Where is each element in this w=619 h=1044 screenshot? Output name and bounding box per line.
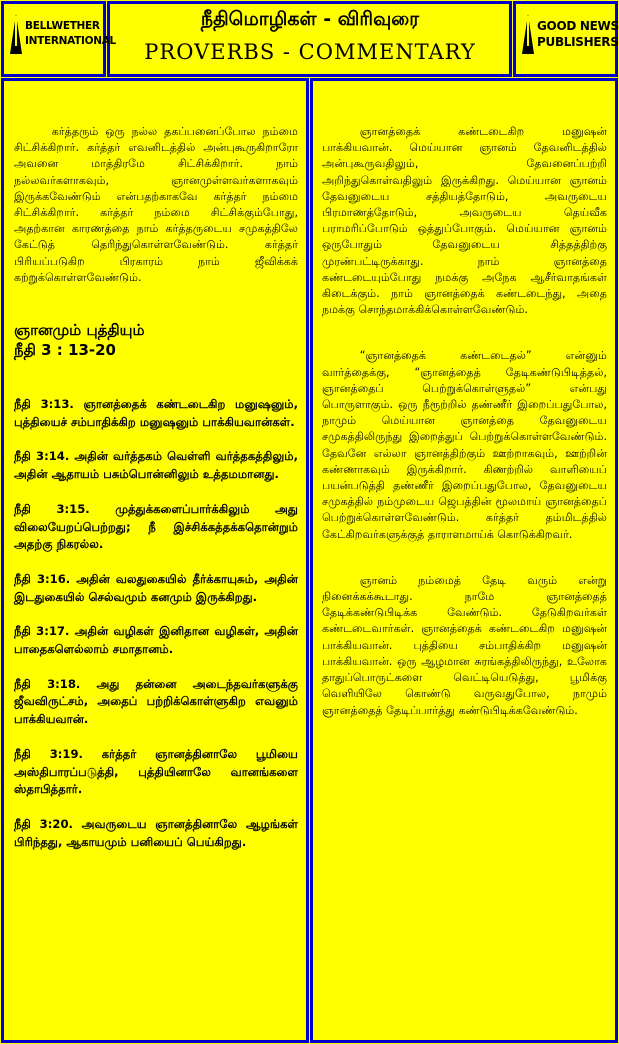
verse-3-19: நீதி 3:19. கர்த்தர் ஞானத்தினாலே பூமியை அஸ்திபாரப்படுத்தி, புத்தியினாலே வானங்களை ஸ்தாபித்தார். — [14, 746, 298, 797]
page-title-english: PROVERBS - COMMENTARY — [144, 40, 476, 64]
verse-3-14: நீதி 3:14. அதின் வர்த்தகம் வெள்ளி வர்த்தகத்திலும், அதின் ஆதாயம் பசும்பொன்னிலும் உத்தமமானது. — [14, 449, 298, 482]
right-logo-line1: GOOD NEWS — [537, 19, 619, 33]
bellwether-logo-icon — [10, 14, 22, 54]
commentary-paragraph-1: ஞானத்தைக் கண்டடைகிற மனுஷன் பாக்கியவான். மெய்யான ஞானம் தேவனிடத்தில் அன்புகூருவதிலும், தேவனைப்பற்றி அறிந்துகொள்வதிலும் இருக்கிறது. மெய்யான ஞானம் தேவனுடைய சத்தியத்தோடும், அவருடைய பிரமாணத்தோடும், அவருடைய தெய்வீக பராமரிப்போடும் ஒத்துப்போகும். மெய்யான ஞானம் ஒருபோதும் தேவனுடைய சித்தத்திற்கு முரண்பட்டிருக்காது. நாம் ஞானத்தை கண்டடையும்போது நமக்கு அநேக ஆசீர்வாதங்கள் கிடைக்கும். நாம் ஞானத்தைக் கண்டடைந்து, அதை நமக்கு சொந்தமாக்கிக்கொள்ளவேண்டும். — [322, 125, 607, 317]
section-heading-line1: ஞானமும் புத்தியும் — [14, 321, 145, 340]
verse-3-18: நீதி 3:18. அது தன்னை அடைந்தவர்களுக்கு ஜீவவிருட்சம், அதைப் பற்றிக்கொள்ளுகிற எவனும் பாக்கியவான். — [14, 676, 298, 727]
verse-3-16: நீதி 3:16. அதின் வலதுகையில் தீர்க்காயுசும், அதின் இடதுகையில் செல்வமும் கனமும் இருக்கிறது. — [14, 571, 298, 604]
intro-paragraph: கர்த்தரும் ஒரு நல்ல தகப்பனைப்போல நம்மை சிட்சிக்கிறார். கர்த்தர் எவனிடத்தில் அன்புகூருகிறாரோ அவனை மாத்திரமே சிட்சிக்கிறார். நாம் நல்லவர்களாகவும், ஞானமுள்ளவர்களாகவும் இருக்கவேண்டும் என்பதற்காகவே கர்த்தர் நம்மை சிட்சிக்கிறார். கர்த்தர் நம்மை சிட்சிக்கும்போது, அதற்கான காரணத்தை நாம் கர்த்தருடைய சமுகத்திலே கேட்டுத் தெரிந்துகொள்ளவேண்டும். கர்த்தர் பிரியப்படுகிற பிரகாரம் நாம் ஜீவிக்கக் கற்றுக்கொள்ளவேண்டும். — [14, 125, 298, 284]
right-column — [322, 124, 607, 719]
left-logo-line2: INTERNATIONAL — [25, 35, 116, 47]
section-heading-line2: நீதி 3 : 13-20 — [14, 341, 116, 360]
good-news-logo-icon — [522, 14, 534, 54]
section-heading — [14, 320, 298, 360]
left-logo-line1: BELLWETHER — [25, 20, 100, 32]
verse-3-15: நீதி 3:15. முத்துக்களைப்பார்க்கிலும் அது விலையேறப்பெற்றது; நீ இச்சிக்கத்தக்கதொன்றும் அதற்கு நிகரல்ல. — [14, 501, 298, 552]
verse-3-13: நீதி 3:13. ஞானத்தைக் கண்டடைகிற மனுஷனும், புத்தியைச் சம்பாதிக்கிற மனுஷனும் பாக்கியவான்கள். — [14, 397, 298, 429]
verse-3-17: நீதி 3:17. அதின் வழிகள் இனிதான வழிகள், அதின் பாதைகளெல்லாம் சமாதானம். — [14, 624, 298, 657]
bellwether-logo — [10, 14, 116, 54]
left-column — [14, 124, 298, 851]
page-title-tamil: நீதிமொழிகள் - விரிவுரை — [200, 8, 420, 30]
commentary-paragraph-3: ஞானம் நம்மைத் தேடி வரும் என்று நினைக்கக்கூடாது. நாமே ஞானத்தைத் தேடிக்கண்டுபிடிக்க வேண்டும். தேடுகிறவர்கள் கண்டடைவார்கள். ஞானத்தைக் கண்டடைகிற மனுஷன் பாக்கியவான். புத்தியை சம்பாதிக்கிற மனுஷன் பாக்கியவான். ஒரு ஆழமான சுரங்கத்திலிருந்து, உலோக தாதுப்பொருட்களை வெட்டியெடுத்து, பூமிக்கு வெளியிலே கொண்டு வருவதுபோல, நாமும் ஞானத்தைத் தேடிப்பார்த்து கண்டுபிடிக்கவேண்டும். — [322, 573, 607, 717]
right-logo-line2: PUBLISHERS — [537, 35, 619, 49]
good-news-logo — [522, 14, 619, 54]
verse-3-20: நீதி 3:20. அவருடைய ஞானத்தினாலே ஆழங்கள் பிரிந்தது, ஆகாயமும் பனியைப் பெய்கிறது. — [14, 816, 298, 849]
commentary-paragraph-2: “ஞானத்தைக் கண்டடைதல்” என்னும் வார்த்தைக்கு, “ஞானத்தைத் தேடிகண்டுபிடித்தல், ஞானத்தைப் பெற்றுக்கொள்ளுதல்” என்பது பொருளாகும். ஒரு நீரூற்றில் தண்ணீர் இறைப்பதுபோல, நாமும் மெய்யான ஞானத்தை தேவனுடைய சமுகத்திலிருந்து இறைத்துப் பெற்றுக்கொள்ளவேண்டும். தேவனே எல்லா ஞானத்திற்கும் ஊற்றாகவும், ஊற்றின் கண்ணாகவும் இருக்கிறார். கிணற்றில் வாளியைப் பயன்படுத்தி தண்ணீர் இறைப்பதுபோல, தேவனுடைய சமுகத்தில் நம்முடைய ஜெபத்தின் மூலமாய் ஞானத்தைப் பெற்றுக்கொள்ளவேண்டும். கர்த்தர் தம்மிடத்தில் கேட்கிறவர்களுக்குத் தாராளமாய்க் கொடுக்கிறவர். — [322, 349, 607, 541]
